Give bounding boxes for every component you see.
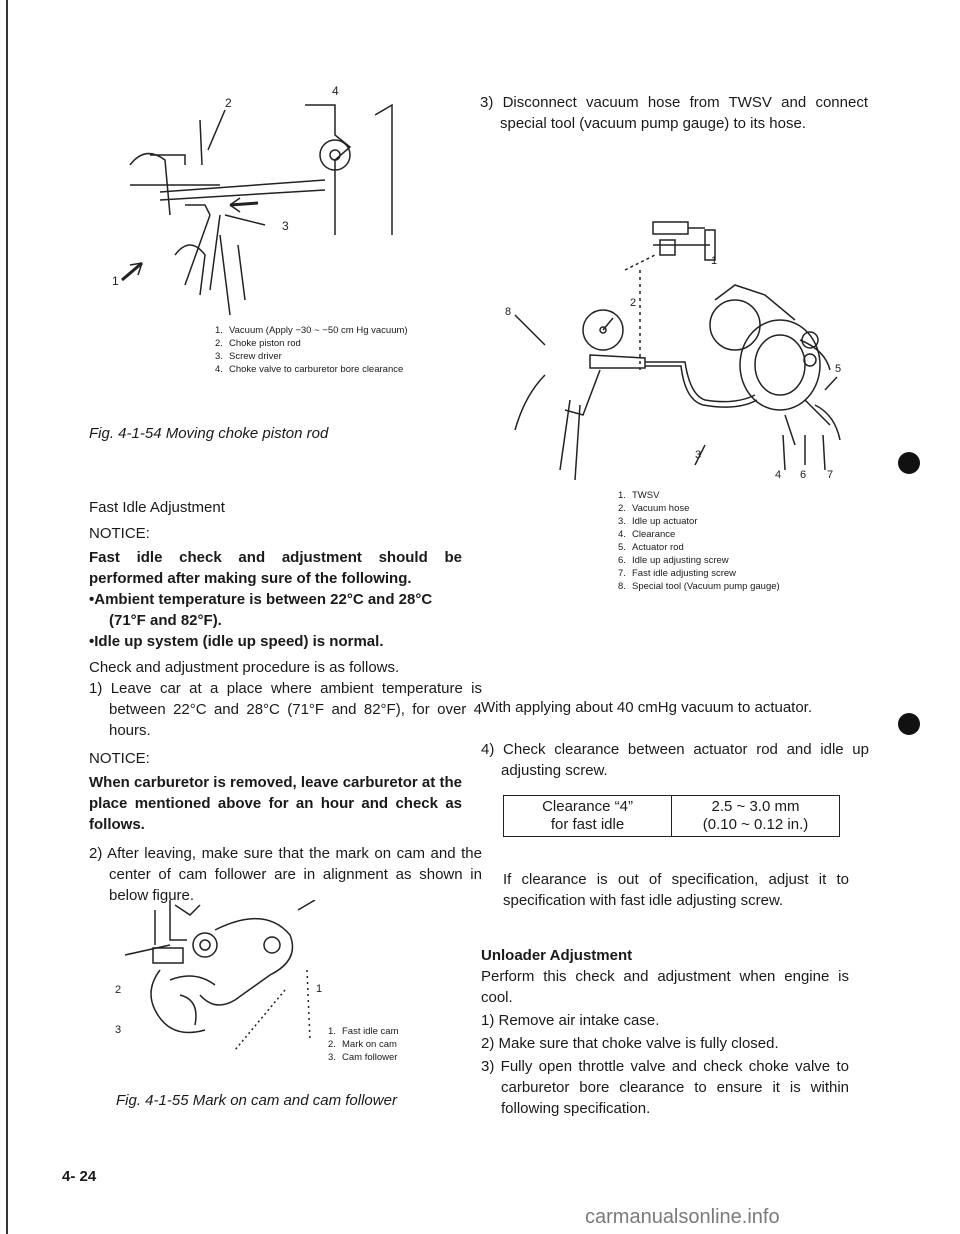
twsv-callout-4: 4 — [775, 469, 782, 481]
notice-bullet: •Idle up system (idle up speed) is normal. — [89, 633, 384, 650]
fig-54-legend — [215, 324, 475, 376]
legend-item: 6. Idle up adjusting screw — [618, 555, 729, 566]
spec-label-line-1: Clearance “4” — [542, 798, 633, 815]
fig54-callout-2: 2 — [225, 96, 232, 110]
fig-55-caption: Fig. 4-1-55 Mark on cam and cam follower — [116, 1092, 397, 1109]
fig55-callout-1: 1 — [316, 983, 323, 995]
binding-hole-marker — [898, 713, 920, 735]
out-of-spec-text: If clearance is out of specification, adjust it to specification with fast idle adjusting screw. — [503, 871, 849, 909]
binding-hole-marker — [898, 452, 920, 474]
legend-item: 2. Mark on cam — [328, 1039, 397, 1050]
unloader-step-1: 1) Remove air intake case. — [481, 1012, 660, 1029]
watermark: carmanualsonline.info — [585, 1206, 780, 1228]
twsv-callout-7: 7 — [827, 469, 834, 481]
legend-item: 5. Actuator rod — [618, 542, 684, 553]
unloader-intro: Perform this check and adjustment when engine is cool. — [481, 968, 849, 1006]
legend-item: 3. Idle up actuator — [618, 516, 698, 527]
fast-idle-heading: Fast Idle Adjustment — [89, 499, 225, 516]
twsv-callout-1: 1 — [711, 255, 718, 267]
legend-item: 1. TWSV — [618, 490, 660, 501]
twsv-legend — [618, 489, 858, 593]
step-3-disconnect: 3) Disconnect vacuum hose from TWSV and connect special tool (vacuum pump gauge) to its hose. — [480, 94, 868, 132]
twsv-callout-8: 8 — [505, 306, 512, 318]
apply-vacuum-text: With applying about 40 cmHg vacuum to actuator. — [481, 699, 813, 716]
step-2: 2) After leaving, make sure that the mark on cam and the center of cam follower are in alignment as shown in below figure. — [89, 845, 482, 904]
fig54-callout-3: 3 — [282, 219, 289, 233]
page-left-border — [6, 0, 8, 1234]
step-1: 1) Leave car at a place where ambient temperature is between 22°C and 28°C (71°F and 82°F), for over 4 hours. — [89, 680, 482, 739]
spec-value-line-2: (0.10 ~ 0.12 in.) — [702, 816, 809, 833]
notice-body: When carburetor is removed, leave carburetor at the place mentioned above for an hour and check as follows. — [89, 774, 462, 833]
fig-55-legend — [328, 1025, 428, 1064]
notice-body: Fast idle check and adjustment should be performed after making sure of the following. — [89, 549, 462, 587]
legend-item: 3. Cam follower — [328, 1052, 398, 1063]
fig-55-diagram — [115, 900, 325, 1050]
legend-item: 1. Fast idle cam — [328, 1026, 399, 1037]
unloader-section — [481, 945, 849, 1119]
legend-item: 4. Clearance — [618, 529, 676, 540]
twsv-callout-5: 5 — [835, 363, 842, 375]
twsv-callout-2: 2 — [630, 297, 637, 309]
legend-item: 3. Screw driver — [215, 351, 282, 362]
spec-value-cell — [672, 796, 840, 837]
procedure-intro: Check and adjustment procedure is as follows. — [89, 659, 400, 676]
legend-item: 7. Fast idle adjusting screw — [618, 568, 737, 579]
twsv-diagram — [505, 210, 855, 485]
unloader-step-3: 3) Fully open throttle valve and check choke valve to carburetor bore clearance to ensure it is within following specification. — [481, 1058, 849, 1117]
unloader-step-2: 2) Make sure that choke valve is fully closed. — [481, 1035, 779, 1052]
legend-item: 2. Choke piston rod — [215, 338, 301, 349]
fig-54-caption: Fig. 4-1-54 Moving choke piston rod — [89, 425, 329, 442]
fig-54-diagram — [90, 85, 420, 320]
twsv-callout-3: 3 — [695, 449, 702, 461]
fig55-callout-2: 2 — [115, 984, 122, 996]
legend-item: 2. Vacuum hose — [618, 503, 690, 514]
legend-item: 1. Vacuum (Apply −30 ~ −50 cm Hg vacuum) — [215, 325, 408, 336]
page-number: 4- 24 — [62, 1168, 97, 1185]
fast-idle-notice-2 — [89, 748, 462, 835]
fig55-callout-3: 3 — [115, 1024, 122, 1036]
fig54-callout-4: 4 — [332, 85, 339, 98]
legend-item: 4. Choke valve to carburetor bore clearance — [215, 364, 404, 375]
legend-item: 8. Special tool (Vacuum pump gauge) — [618, 581, 780, 592]
spec-value-line-1: 2.5 ~ 3.0 mm — [711, 798, 800, 815]
notice-label: NOTICE: — [89, 750, 150, 767]
fast-idle-notice-1 — [89, 523, 462, 652]
twsv-callout-6: 6 — [800, 469, 807, 481]
unloader-heading: Unloader Adjustment — [481, 947, 633, 964]
step-4-check-clearance: 4) Check clearance between actuator rod and idle up adjusting screw. — [481, 741, 869, 779]
clearance-spec-table — [503, 795, 840, 837]
notice-label: NOTICE: — [89, 525, 150, 542]
notice-bullet: •Ambient temperature is between 22°C and 28°C (71°F and 82°F). — [89, 591, 433, 629]
fig54-callout-1: 1 — [112, 274, 119, 288]
spec-label-line-2: for fast idle — [550, 816, 625, 833]
spec-label-cell — [504, 796, 672, 837]
